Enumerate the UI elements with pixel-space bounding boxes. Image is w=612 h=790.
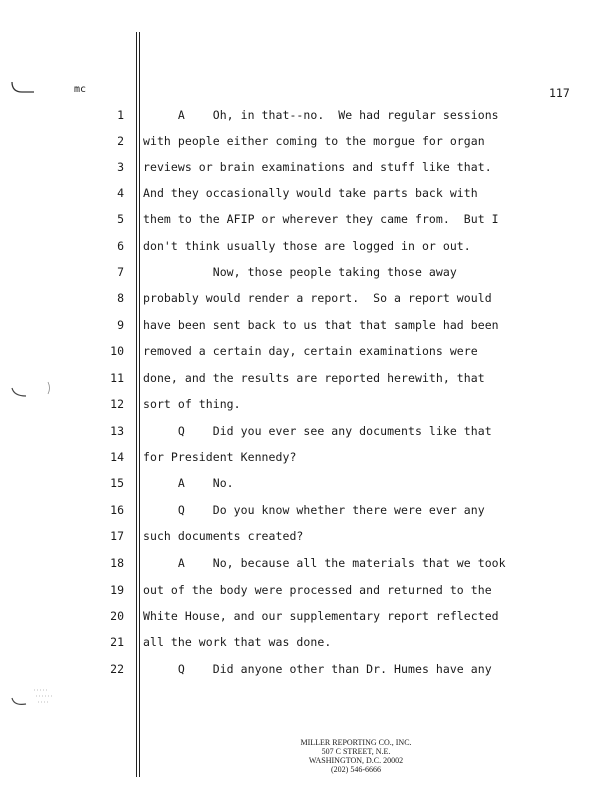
line-number: 9 [117, 318, 124, 332]
line-number: 19 [110, 583, 124, 597]
line-number: 14 [110, 450, 124, 464]
line-text: A No. [143, 476, 234, 490]
reporting-company-footer [256, 738, 456, 774]
line-number: 18 [110, 556, 124, 570]
transcript-line [0, 134, 612, 154]
line-text: don't think usually those are logged in or out. [143, 239, 471, 253]
line-number: 17 [110, 529, 124, 543]
transcript-line [0, 424, 612, 444]
transcript-line [0, 450, 612, 470]
line-text: such documents created? [143, 529, 304, 543]
footer-company: MILLER REPORTING CO., INC. [300, 738, 412, 747]
transcript-line [0, 635, 612, 655]
transcript-line [0, 186, 612, 206]
line-text: out of the body were processed and returned to the [143, 583, 492, 597]
line-number: 8 [117, 291, 124, 305]
line-text: them to the AFIP or wherever they came from. But I [143, 212, 499, 226]
line-text: And they occasionally would take parts back with [143, 186, 478, 200]
transcript-line [0, 609, 612, 629]
line-number: 12 [110, 397, 124, 411]
line-text: for President Kennedy? [143, 450, 297, 464]
transcript-line [0, 371, 612, 391]
line-number: 3 [117, 160, 124, 174]
line-text: A No, because all the materials that we took [143, 556, 506, 570]
line-number: 13 [110, 424, 124, 438]
line-number: 22 [110, 662, 124, 676]
line-text: Q Did anyone other than Dr. Humes have any [143, 662, 492, 676]
transcript-line [0, 344, 612, 364]
transcript-line [0, 265, 612, 285]
footer-street: 507 C STREET, N.E. [321, 747, 391, 756]
line-number: 4 [117, 186, 124, 200]
line-number: 2 [117, 134, 124, 148]
transcript-line [0, 291, 612, 311]
line-number: 1 [117, 108, 124, 122]
transcript-line [0, 662, 612, 682]
line-number: 15 [110, 476, 124, 490]
line-text: Q Do you know whether there were ever any [143, 503, 485, 517]
footer-phone: (202) 546-6666 [331, 765, 381, 774]
transcript-line [0, 556, 612, 576]
line-text: reviews or brain examinations and stuff like that. [143, 160, 492, 174]
transcript-line [0, 239, 612, 259]
line-text: White House, and our supplementary report reflected [143, 609, 499, 623]
line-number: 5 [117, 212, 124, 226]
transcript-line [0, 108, 612, 128]
line-number: 10 [110, 344, 124, 358]
transcript-line [0, 503, 612, 523]
transcript-line [0, 397, 612, 417]
transcript-line [0, 318, 612, 338]
page-number: 117 [549, 86, 570, 100]
transcript-line [0, 212, 612, 232]
transcript-line [0, 583, 612, 603]
line-text: Now, those people taking those away [143, 265, 457, 279]
line-number: 16 [110, 503, 124, 517]
line-text: A Oh, in that--no. We had regular sessions [143, 108, 499, 122]
line-number: 11 [110, 371, 124, 385]
reporter-initials: mc [74, 84, 87, 95]
line-text: Q Did you ever see any documents like that [143, 424, 492, 438]
line-text: done, and the results are reported herewith, that [143, 371, 485, 385]
line-number: 7 [117, 265, 124, 279]
transcript-line [0, 476, 612, 496]
line-number: 21 [110, 635, 124, 649]
line-text: all the work that was done. [143, 635, 332, 649]
binder-hole-mark-top [8, 78, 38, 98]
transcript-line [0, 529, 612, 549]
line-number: 20 [110, 609, 124, 623]
binder-hole-mark-bottom [8, 684, 58, 714]
footer-city: WASHINGTON, D.C. 20002 [308, 756, 404, 765]
line-text: sort of thing. [143, 397, 241, 411]
line-number: 6 [117, 239, 124, 253]
transcript-line [0, 160, 612, 180]
line-text: with people either coming to the morgue for organ [143, 134, 485, 148]
line-text: removed a certain day, certain examinations were [143, 344, 478, 358]
line-text: have been sent back to us that that sample had been [143, 318, 499, 332]
line-text: probably would render a report. So a report would [143, 291, 492, 305]
